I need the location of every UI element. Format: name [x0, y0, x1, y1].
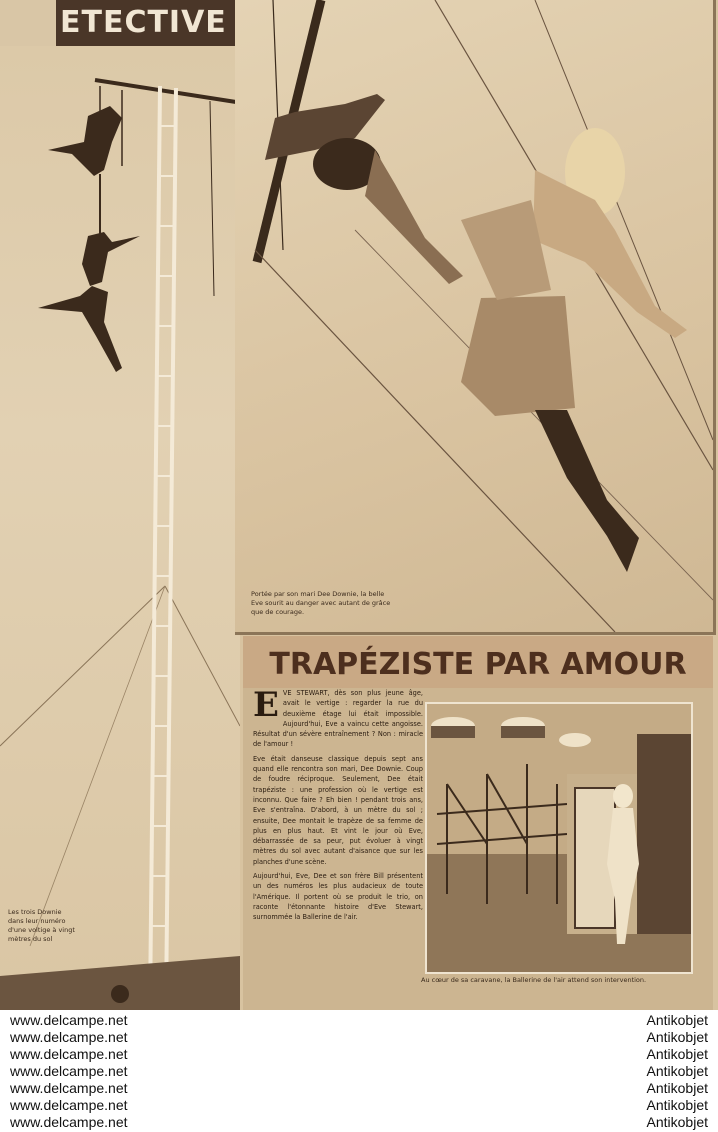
- left-photo-caption: Les trois Downie dans leur numéro d'une voltige à vingt mètres du sol: [8, 908, 75, 943]
- watermark-url: www.delcampe.net: [10, 1029, 128, 1045]
- caravan-photo: [425, 702, 693, 974]
- trapeze-artists-photo: [235, 0, 716, 635]
- watermark-url: www.delcampe.net: [10, 1063, 128, 1079]
- watermark-area: [0, 1012, 718, 1132]
- article-paragraph-1: [253, 688, 423, 750]
- inset-photo-caption: Au cœur de sa caravane, la Ballerine de l'air attend son intervention.: [421, 976, 647, 984]
- masthead: [0, 0, 240, 46]
- watermark-seller: Antikobjet: [646, 1114, 708, 1130]
- watermark-url: www.delcampe.net: [10, 1046, 128, 1062]
- watermark-seller: Antikobjet: [646, 1080, 708, 1096]
- watermark-seller: Antikobjet: [646, 1029, 708, 1045]
- article-paragraph-3: Aujourd'hui, Eve, Dee et son frère Bill présentent un des numéros les plus audacieux de toute l'Amérique. Il portent où se produit le trio, on raconte l'étonnante histoire d'Eve Stewart, surnommée la Ballerine de l'air.: [253, 872, 423, 922]
- watermark-url: www.delcampe.net: [10, 1012, 128, 1028]
- watermark-url: www.delcampe.net: [10, 1097, 128, 1113]
- article-paragraph-2: Eve était danseuse classique depuis sept ans quand elle rencontra son mari, Dee Downie. Coup de foudre réciproque. Seulement, Dee était trapéziste : une profession où le vertige est inconnu. Que faire ? Eh bien ! pendant trois ans, Eve s'entraîna. D'abord, à un mètre du sol ; ensuite, Dee montait le trapèze de sa femme de plus en plus haut. Et vint le jour où Eve, débarrassée de sa peur, put évoluer à vingt mètres du sol avec autant d'aisance que sur les planches d'une scène.: [253, 754, 423, 866]
- watermark-url: www.delcampe.net: [10, 1114, 128, 1130]
- left-trapeze-photo: [0, 46, 240, 1010]
- trapeze-artists-illustration: [235, 0, 713, 632]
- article-headline: TRAPÉZISTE PAR AMOUR: [243, 636, 713, 688]
- dropcap-letter: E: [253, 688, 279, 725]
- masthead-title: ETECTIVE: [56, 0, 238, 46]
- watermark-url: www.delcampe.net: [10, 1080, 128, 1096]
- article-trapeziste: [243, 636, 713, 1010]
- watermark-seller: Antikobjet: [646, 1012, 708, 1028]
- watermark-right-column: [647, 1012, 708, 1131]
- watermark-left-column: [10, 1012, 128, 1131]
- paragraph-text: VE STEWART, dès son plus jeune âge, avait le vertige : regarder la rue du deuxième étage lui était impossible. Aujourd'hui, Eve a vaincu cette angoisse. Résultat d'un sévère entraînement ? Non : miracle de l'amour !: [253, 689, 423, 749]
- big-photo-caption: Portée par son mari Dee Downie, la belle Eve sourit au danger avec autant de grâce que de courage.: [251, 590, 391, 616]
- article-body: [253, 688, 423, 988]
- trapeze-rig-illustration: [0, 46, 240, 1010]
- caravan-illustration: [427, 704, 691, 972]
- watermark-seller: Antikobjet: [646, 1097, 708, 1113]
- watermark-seller: Antikobjet: [646, 1063, 708, 1079]
- watermark-seller: Antikobjet: [646, 1046, 708, 1062]
